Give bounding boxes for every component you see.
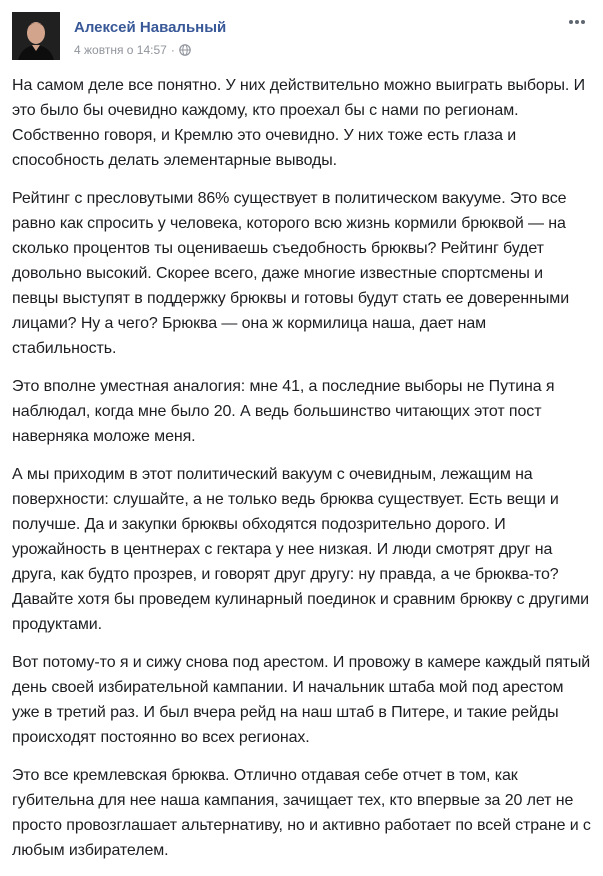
post-header xyxy=(12,12,591,60)
avatar-photo xyxy=(12,12,60,60)
post-paragraph: Вот потому-то я и сижу снова под арестом. И провожу в камере каждый пятый день своей избирательной кампании. И начальник штаба мой под арестом уже в третий раз. И был вчера рейд на наш штаб в Питере, и такие рейды происходят постоянно во всех регионах. xyxy=(12,654,591,746)
post-paragraph: А мы приходим в этот политический вакуум с очевидным, лежащим на поверхности: слушайте, а не только ведь брюква существует. Есть вещи и получше. Да и закупки брюквы обходятся подозрительно дорого. И урожайность в центнерах с гектара у нее низкая. И люди смотрят друг на друга, как будто прозрев, и говорят друг другу: ну правда, а че брюква-то? Давайте хотя бы проведем кулинарный поединок и сравним брюкву с другими продуктами. xyxy=(12,466,589,633)
post-timestamp-link[interactable]: 4 жовтня о 14:57 xyxy=(74,43,167,57)
post-paragraph: Это вполне уместная аналогия: мне 41, а последние выборы не Путина я наблюдал, когда мне было 20. А ведь большинство читающих этот пост наверняка моложе меня. xyxy=(12,378,555,445)
post-meta xyxy=(74,43,191,57)
author-avatar[interactable] xyxy=(12,12,60,60)
more-options-button[interactable] xyxy=(567,14,587,30)
meta-separator: · xyxy=(170,43,175,57)
more-dots-icon xyxy=(567,14,587,30)
post-paragraph: На самом деле все понятно. У них действительно можно выиграть выборы. И это было бы очевидно каждому, кто проехал бы с нами по регионам. Собственно говоря, и Кремлю это очевидно. У них тоже есть глаза и способность делать элементарные выводы. xyxy=(12,77,586,169)
post-paragraph: Это все кремлевская брюква. Отлично отдавая себе отчет в том, как губительна для нее наша кампания, зачищает тех, кто впервые за 20 лет не просто провозглашает альтернативу, но и активно работает по всей стране и с любым избирателем. xyxy=(12,767,591,859)
post-paragraph: Рейтинг с пресловутыми 86% существует в политическом вакууме. Это все равно как спросить у человека, которого всю жизнь кормили брюквой — на сколько процентов ты оцениваешь съедобность брюквы? Рейтинг будет довольно высокий. Скорее всего, даже многие известные спортсмены и певцы выступят в поддержку брюквы и готовы будут стать ее доверенными лицами? Ну а чего? Брюква — она ж кормилица наша, дает нам стабильность. xyxy=(12,190,570,357)
globe-icon[interactable] xyxy=(179,44,191,56)
post-body xyxy=(12,73,591,876)
author-name-link[interactable]: Алексей Навальный xyxy=(74,19,227,36)
